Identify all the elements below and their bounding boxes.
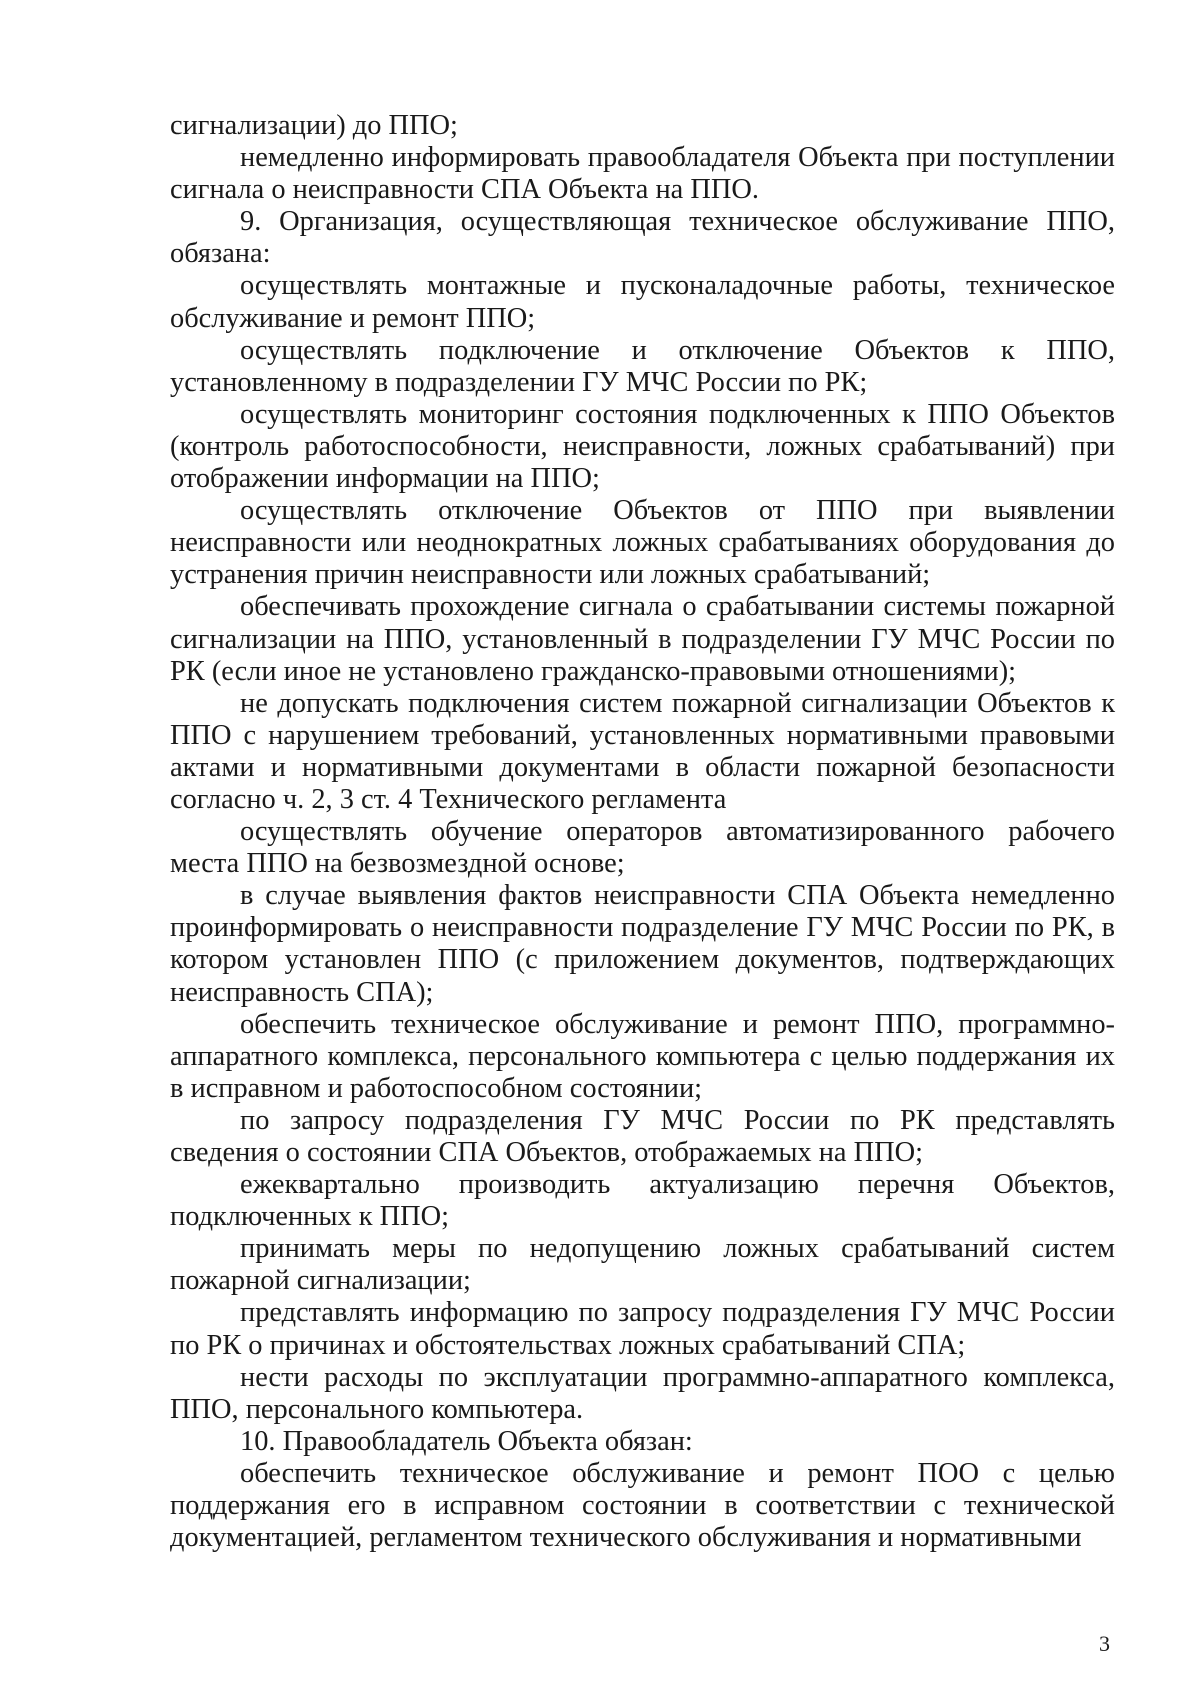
paragraph: осуществлять обучение операторов автоматизированного рабочего места ППО на безвозмездной основе;	[170, 816, 1115, 880]
document-body	[170, 110, 1115, 1554]
paragraph: обеспечивать прохождение сигнала о срабатывании системы пожарной сигнализации на ППО, установленный в подразделении ГУ МЧС России по РК (если иное не установлено гражданско-правовыми отношениями);	[170, 591, 1115, 687]
paragraph: обеспечить техническое обслуживание и ремонт ППО, программно-аппаратного комплекса, персонального компьютера с целью поддержания их в исправном и работоспособном состоянии;	[170, 1008, 1115, 1104]
paragraph: осуществлять монтажные и пусконаладочные работы, техническое обслуживание и ремонт ППО;	[170, 270, 1115, 334]
paragraph: в случае выявления фактов неисправности СПА Объекта немедленно проинформировать о неисправности подразделение ГУ МЧС России по РК, в котором установлен ППО (с приложением документов, подтверждающих неисправность СПА);	[170, 880, 1115, 1008]
paragraph: сигнализации) до ППО;	[170, 110, 458, 141]
paragraph: осуществлять отключение Объектов от ППО при выявлении неисправности или неоднократных ложных срабатываниях оборудования до устранения причин неисправности или ложных срабатываний;	[170, 495, 1115, 591]
paragraph: обеспечить техническое обслуживание и ремонт ПОО с целью поддержания его в исправном состоянии в соответствии с технической документацией, регламентом технического обслуживания и нормативными	[170, 1457, 1115, 1554]
paragraph: представлять информацию по запросу подразделения ГУ МЧС России по РК о причинах и обстоятельствах ложных срабатываний СПА;	[170, 1297, 1115, 1361]
paragraph: ежеквартально производить актуализацию перечня Объектов, подключенных к ППО;	[170, 1169, 1115, 1233]
page-number: 3	[1099, 1631, 1110, 1656]
section-10-heading: 10. Правообладатель Объекта обязан:	[240, 1425, 693, 1457]
paragraph: осуществлять мониторинг состояния подключенных к ППО Объектов (контроль работоспособности, неисправности, ложных срабатываний) при отображении информации на ППО;	[170, 398, 1115, 495]
paragraph: нести расходы по эксплуатации программно-аппаратного комплекса, ППО, персонального компьютера.	[170, 1361, 1115, 1425]
paragraph: принимать меры по недопущению ложных срабатываний систем пожарной сигнализации;	[170, 1233, 1115, 1297]
paragraph: не допускать подключения систем пожарной сигнализации Объектов к ППО с нарушением требований, установленных нормативными правовыми актами и нормативными документами в области пожарной безопасности согласно ч. 2, 3 ст. 4 Технического регламента	[170, 687, 1115, 815]
paragraph: немедленно информировать правообладателя Объекта при поступлении сигнала о неисправности СПА Объекта на ППО.	[170, 142, 1115, 206]
paragraph: по запросу подразделения ГУ МЧС России по РК представлять сведения о состоянии СПА Объектов, отображаемых на ППО;	[170, 1104, 1115, 1168]
paragraph: осуществлять подключение и отключение Объектов к ППО, установленному в подразделении ГУ МЧС России по РК;	[170, 334, 1115, 398]
section-9-heading: 9. Организация, осуществляющая техническое обслуживание ППО, обязана:	[170, 206, 1115, 270]
